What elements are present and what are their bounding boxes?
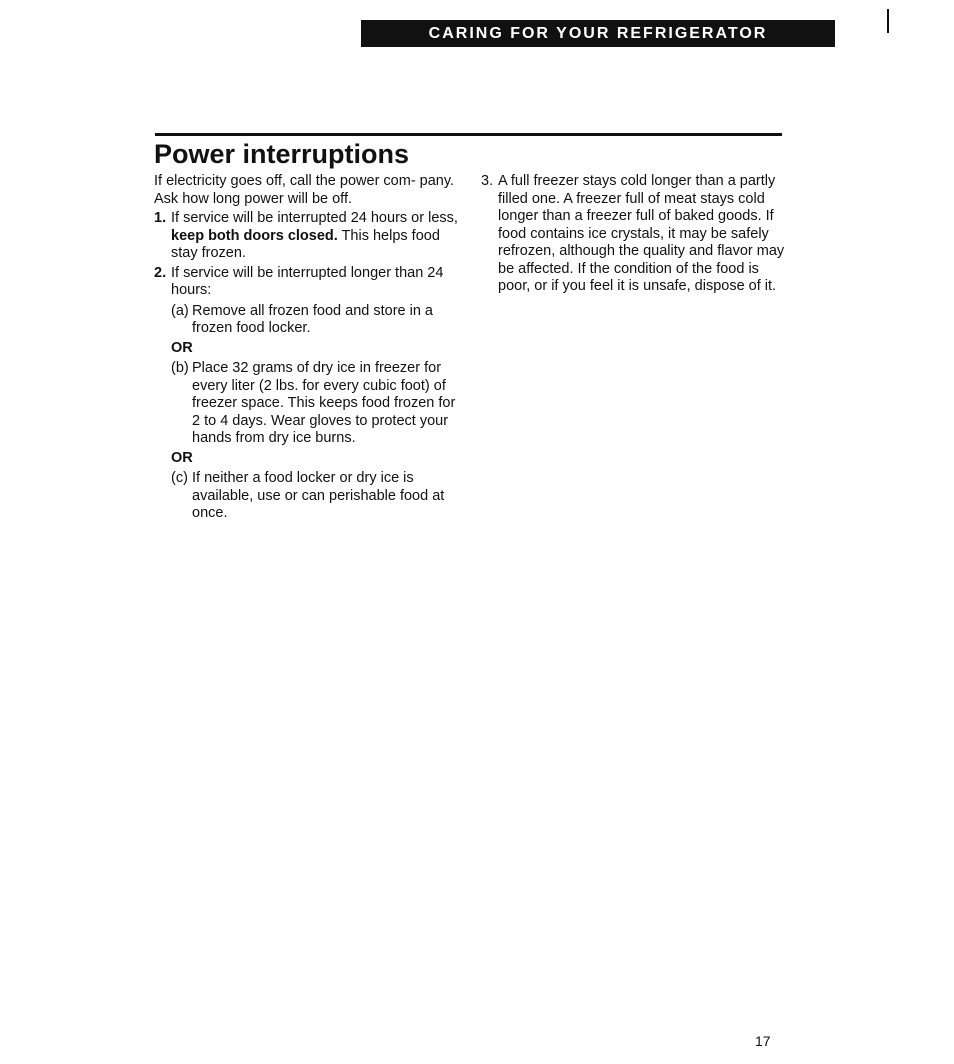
list-item-body: A full freezer stays cold longer than a partly filled one. A freezer full of meat stays cold longer than a freezer full of baked goods. If food contains ice crystals, it may be safely refrozen, although the quality and flavor may be affected. If the condition of the food is poor, or if you feel it is unsafe, dispose of it. <box>498 173 785 294</box>
page-title: Power interruptions <box>154 139 410 169</box>
page-number: 17 <box>755 1033 771 1049</box>
option-a <box>171 303 459 338</box>
list-item-1 <box>154 210 459 263</box>
item1-bold-instruction: keep both doors closed. <box>171 227 338 244</box>
list-item-2 <box>154 265 459 300</box>
option-text: If neither a food locker or dry ice is available, use or can perishable food at once. <box>192 470 445 521</box>
intro-paragraph: If electricity goes off, call the power com- pany. Ask how long power will be off. <box>154 173 455 207</box>
option-c <box>171 470 459 523</box>
or-separator: OR <box>171 449 193 466</box>
option-text: Remove all frozen food and store in a frozen food locker. <box>192 302 433 336</box>
item1-text-before: If service will be interrupted 24 hours or less, <box>171 210 458 226</box>
section-header-banner: CARING FOR YOUR REFRIGERATOR <box>361 20 835 47</box>
margin-mark <box>887 9 889 33</box>
option-label: (a) <box>171 302 189 319</box>
list-number: 3. <box>481 173 494 189</box>
option-label: (b) <box>171 360 189 376</box>
list-number: 1. <box>154 210 167 226</box>
list-number: 2. <box>154 264 167 281</box>
option-b <box>171 360 459 448</box>
left-column <box>154 173 459 523</box>
item1-text-after: This helps food stay frozen. <box>171 227 440 261</box>
list-item-body: If service will be interrupted longer than 24 hours: <box>171 264 444 298</box>
or-separator: OR <box>171 339 193 356</box>
right-column <box>481 173 786 298</box>
list-item-3 <box>481 173 786 296</box>
option-label: (c) <box>171 470 188 486</box>
list-item-body <box>171 210 459 263</box>
option-text: Place 32 grams of dry ice in freezer for every liter (2 lbs. for every cubic foot) of freezer space. This keeps food frozen for 2 to 4 days. Wear gloves to protect your hands from dry ice burns. <box>192 360 456 446</box>
